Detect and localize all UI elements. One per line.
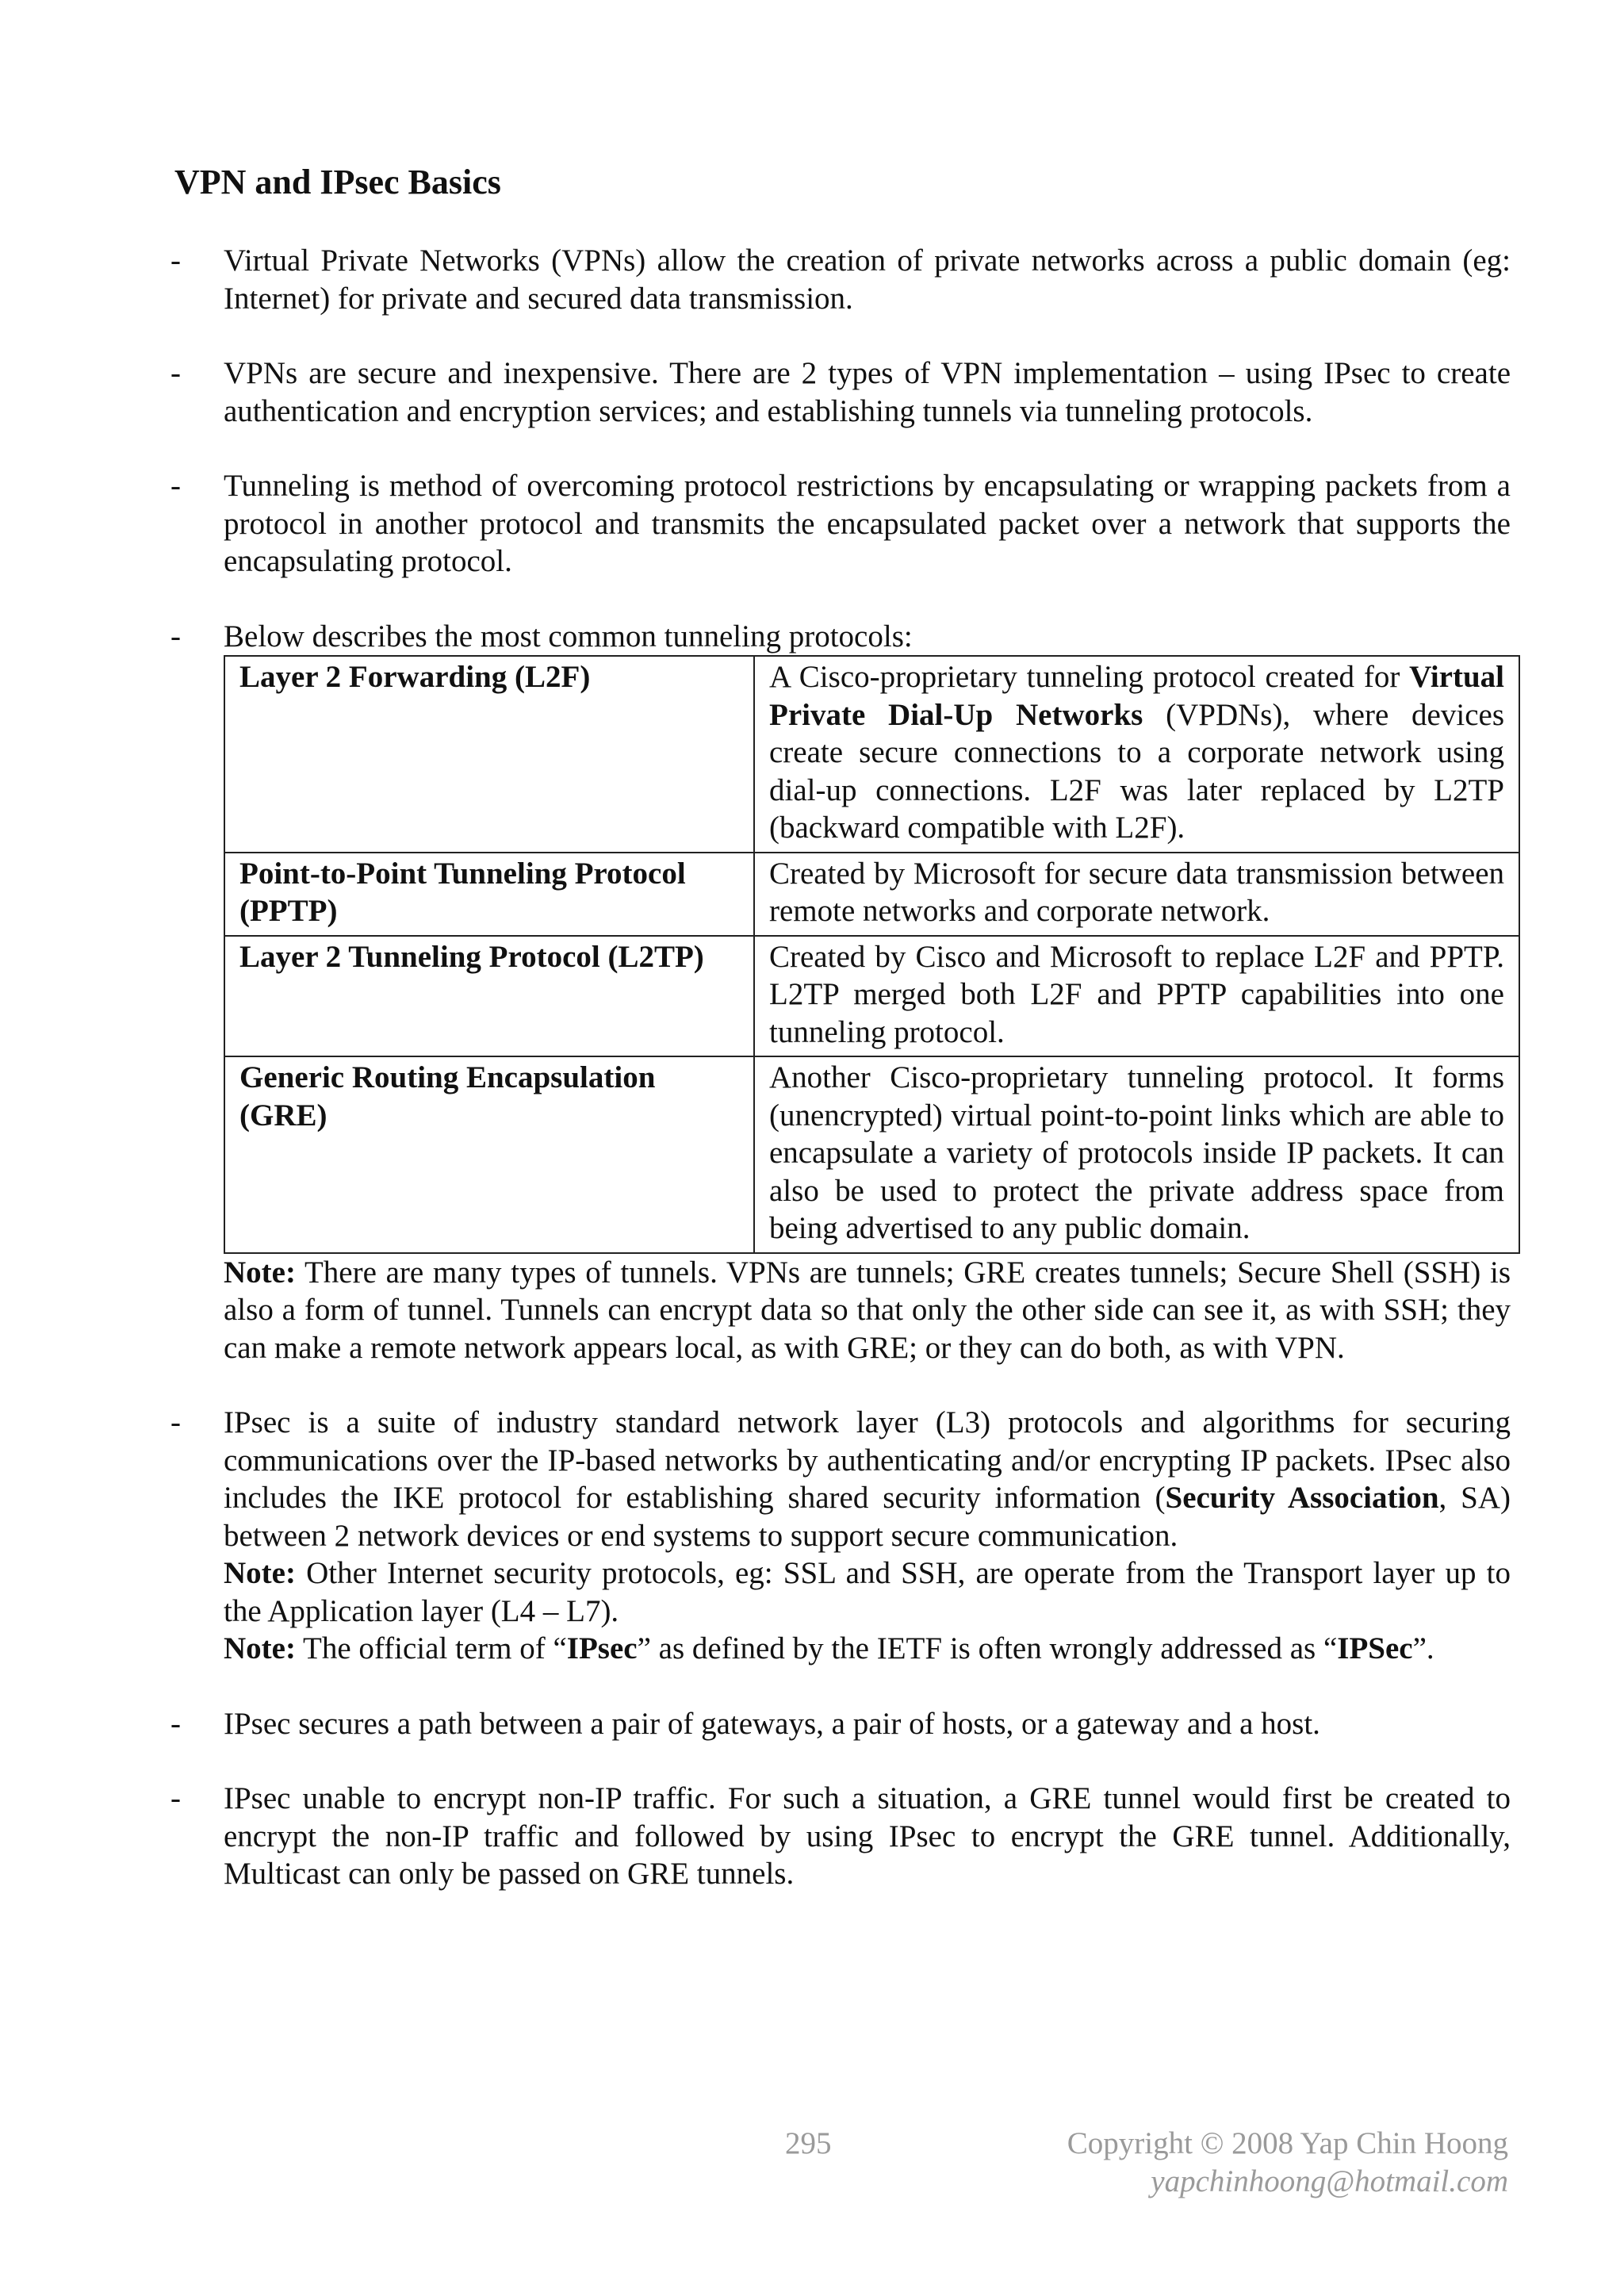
- bullet-tunneling-protocols-intro: [170, 618, 1511, 656]
- protocol-description: A Cisco-proprietary tunneling protocol created for Virtual Private Dial-Up Networks (VPDNs), where devices create secure connections to a corporate network using dial-up connections. L2F was later replaced by L2TP (backward compatible with L2F).: [754, 656, 1519, 853]
- table-row: [224, 1056, 1519, 1253]
- protocol-name: Point-to-Point Tunneling Protocol (PPTP): [224, 853, 754, 936]
- bullet-ipsec-paths: [170, 1705, 1511, 1743]
- author-email: yapchinhoong@hotmail.com: [1151, 2164, 1508, 2198]
- bullet-text: Tunneling is method of overcoming protocol restrictions by encapsulating or wrapping packets from a protocol in another protocol and transmits the encapsulated packet over a network that supports the encapsulating protocol.: [224, 469, 1511, 578]
- bullet-text: VPNs are secure and inexpensive. There are 2 types of VPN implementation – using IPsec to create authentication and encryption services; and establishing tunnels via tunneling protocols.: [224, 356, 1511, 428]
- bullet-text: IPsec secures a path between a pair of gateways, a pair of hosts, or a gateway and a host.: [224, 1706, 1320, 1741]
- bullet-text: IPsec unable to encrypt non-IP traffic. For such a situation, a GRE tunnel would first be created to encrypt the non-IP traffic and followed by using IPsec to encrypt the GRE tunnel. Additionally, Multicast can only be passed on GRE tunnels.: [224, 1781, 1511, 1891]
- page-title: VPN and IPsec Basics: [174, 163, 501, 201]
- protocol-description: Another Cisco-proprietary tunneling protocol. It forms (unencrypted) virtual point-to-point links which are able to encapsulate a variety of protocols inside IP packets. It can also be used to protect the private address space from being advertised to any public domain.: [754, 1056, 1519, 1253]
- bullet-dash: -: [170, 469, 181, 503]
- protocol-name: Layer 2 Tunneling Protocol (L2TP): [224, 936, 754, 1057]
- bullet-vpn-definition: [170, 242, 1511, 317]
- note-label: Note:: [224, 1255, 296, 1290]
- bullet-dash: -: [170, 1781, 181, 1815]
- bullet-vpn-types: [170, 355, 1511, 430]
- bullet-dash: -: [170, 1706, 181, 1741]
- bullet-dash: -: [170, 1405, 181, 1439]
- table-note: [170, 1254, 1511, 1367]
- table-row: [224, 853, 1519, 936]
- bullet-ipsec-non-ip: [170, 1780, 1511, 1893]
- bullet-dash: -: [170, 619, 181, 654]
- copyright-notice: Copyright © 2008 Yap Chin Hoong: [1067, 2126, 1508, 2160]
- page-number: 295: [785, 2126, 832, 2160]
- page-content: [170, 242, 1511, 1930]
- bullet-dash: -: [170, 356, 181, 390]
- bullet-dash: -: [170, 243, 181, 278]
- bullet-text: Virtual Private Networks (VPNs) allow the creation of private networks across a public domain (eg: Internet) for private and secured data transmission.: [224, 243, 1511, 316]
- ipsec-note-transport: Note: Other Internet security protocols, eg: SSL and SSH, are operate from the Transport layer up to the Application layer (L4 – L7).: [224, 1556, 1511, 1628]
- note-text: There are many types of tunnels. VPNs are tunnels; GRE creates tunnels; Secure Shell (SSH) is also a form of tunnel. Tunnels can encrypt data so that only the other side can see it, as with SSH; they can make a remote network appears local, as with GRE; or they can do both, as with VPN.: [224, 1255, 1511, 1365]
- tunneling-protocols-table: [224, 655, 1520, 1254]
- bullet-ipsec-definition: [170, 1404, 1511, 1668]
- protocol-description: Created by Microsoft for secure data transmission between remote networks and corporate network.: [754, 853, 1519, 936]
- ipsec-note-term: Note: The official term of “IPsec” as defined by the IETF is often wrongly addressed as “IPSec”.: [224, 1631, 1434, 1665]
- bullet-tunneling: [170, 467, 1511, 581]
- table-row: [224, 936, 1519, 1057]
- table-row: [224, 656, 1519, 853]
- protocol-name: Generic Routing Encapsulation (GRE): [224, 1056, 754, 1253]
- bullet-text: Below describes the most common tunneling protocols:: [224, 619, 913, 654]
- bullet-text: IPsec is a suite of industry standard network layer (L3) protocols and algorithms for securing communications over the IP-based networks by authenticating and/or encrypting IP packets. IPsec also includes the IKE protocol for establishing shared security information (Security Association, SA) between 2 network devices or end systems to support secure communication.: [224, 1405, 1511, 1553]
- protocol-name: Layer 2 Forwarding (L2F): [224, 656, 754, 853]
- protocol-description: Created by Cisco and Microsoft to replace L2F and PPTP. L2TP merged both L2F and PPTP capabilities into one tunneling protocol.: [754, 936, 1519, 1057]
